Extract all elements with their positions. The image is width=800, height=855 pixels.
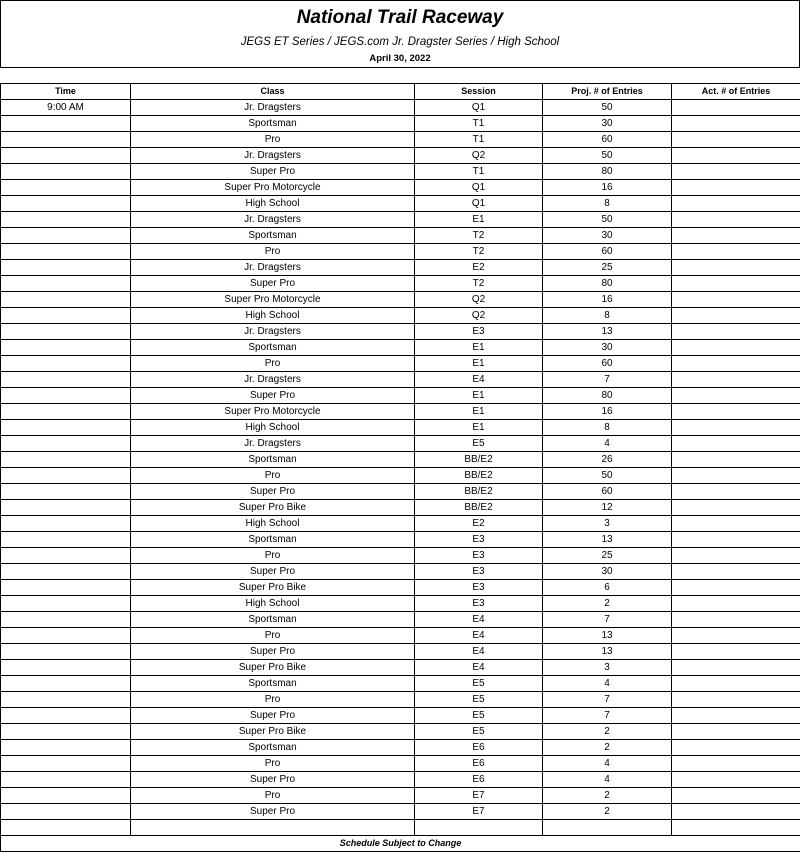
class-cell: Super Pro Motorcycle [131, 292, 415, 308]
session-cell: E7 [415, 788, 543, 804]
class-cell: Jr. Dragsters [131, 212, 415, 228]
table-row [1, 132, 800, 148]
projected-entries-cell: 30 [543, 228, 672, 244]
time-cell [1, 484, 131, 500]
table-header-row [1, 84, 800, 100]
actual-entries-cell [672, 260, 800, 276]
class-cell: Sportsman [131, 452, 415, 468]
time-cell [1, 820, 131, 836]
column-header-actual-entries: Act. # of Entries [672, 84, 800, 100]
table-row [1, 580, 800, 596]
class-cell: Super Pro [131, 164, 415, 180]
actual-entries-cell [672, 276, 800, 292]
actual-entries-cell [672, 580, 800, 596]
class-cell: Pro [131, 548, 415, 564]
class-cell: Super Pro Bike [131, 500, 415, 516]
session-cell: E1 [415, 356, 543, 372]
series-subtitle: JEGS ET Series / JEGS.com Jr. Dragster Series / High School [240, 36, 560, 48]
session-cell: E5 [415, 676, 543, 692]
actual-entries-cell [672, 692, 800, 708]
table-row [1, 612, 800, 628]
time-cell [1, 756, 131, 772]
time-cell [1, 420, 131, 436]
class-cell: Super Pro [131, 484, 415, 500]
class-cell: Super Pro [131, 388, 415, 404]
projected-entries-cell: 16 [543, 292, 672, 308]
session-cell: E3 [415, 324, 543, 340]
projected-entries-cell: 16 [543, 404, 672, 420]
table-row [1, 596, 800, 612]
actual-entries-cell [672, 388, 800, 404]
class-cell: Super Pro Bike [131, 724, 415, 740]
actual-entries-cell [672, 356, 800, 372]
session-cell: T2 [415, 228, 543, 244]
actual-entries-cell [672, 228, 800, 244]
actual-entries-cell [672, 628, 800, 644]
table-row [1, 244, 800, 260]
class-cell: Sportsman [131, 532, 415, 548]
time-cell [1, 372, 131, 388]
class-cell [131, 820, 415, 836]
projected-entries-cell: 13 [543, 644, 672, 660]
projected-entries-cell: 2 [543, 788, 672, 804]
time-cell [1, 772, 131, 788]
actual-entries-cell [672, 212, 800, 228]
time-cell [1, 180, 131, 196]
projected-entries-cell: 80 [543, 388, 672, 404]
table-row [1, 180, 800, 196]
event-header [0, 0, 800, 68]
page-title: National Trail Raceway [296, 7, 504, 28]
projected-entries-cell: 2 [543, 596, 672, 612]
class-cell: High School [131, 196, 415, 212]
class-cell: Super Pro Motorcycle [131, 404, 415, 420]
projected-entries-cell: 7 [543, 692, 672, 708]
class-cell: High School [131, 308, 415, 324]
projected-entries-cell: 4 [543, 756, 672, 772]
time-cell [1, 788, 131, 804]
actual-entries-cell [672, 468, 800, 484]
class-cell: Super Pro Bike [131, 580, 415, 596]
table-row [1, 452, 800, 468]
projected-entries-cell: 4 [543, 436, 672, 452]
actual-entries-cell [672, 132, 800, 148]
session-cell: BB/E2 [415, 484, 543, 500]
session-cell: E4 [415, 628, 543, 644]
actual-entries-cell [672, 308, 800, 324]
projected-entries-cell: 60 [543, 484, 672, 500]
table-row [1, 740, 800, 756]
projected-entries-cell: 3 [543, 660, 672, 676]
class-cell: High School [131, 420, 415, 436]
session-cell [415, 820, 543, 836]
time-cell [1, 244, 131, 260]
time-cell [1, 580, 131, 596]
time-cell [1, 596, 131, 612]
projected-entries-cell: 7 [543, 612, 672, 628]
time-cell [1, 324, 131, 340]
projected-entries-cell: 2 [543, 724, 672, 740]
session-cell: T1 [415, 164, 543, 180]
class-cell: Super Pro [131, 644, 415, 660]
table-row [1, 276, 800, 292]
table-row [1, 388, 800, 404]
class-cell: Super Pro [131, 708, 415, 724]
projected-entries-cell: 7 [543, 708, 672, 724]
time-cell [1, 292, 131, 308]
session-cell: BB/E2 [415, 468, 543, 484]
projected-entries-cell: 50 [543, 212, 672, 228]
event-date: April 30, 2022 [369, 53, 431, 64]
actual-entries-cell [672, 340, 800, 356]
actual-entries-cell [672, 244, 800, 260]
table-row [1, 692, 800, 708]
table-row [1, 260, 800, 276]
projected-entries-cell: 26 [543, 452, 672, 468]
actual-entries-cell [672, 660, 800, 676]
class-cell: Pro [131, 132, 415, 148]
projected-entries-cell: 8 [543, 308, 672, 324]
class-cell: Pro [131, 788, 415, 804]
table-row [1, 148, 800, 164]
table-row [1, 564, 800, 580]
class-cell: Jr. Dragsters [131, 372, 415, 388]
session-cell: E5 [415, 708, 543, 724]
time-cell [1, 468, 131, 484]
projected-entries-cell: 16 [543, 180, 672, 196]
actual-entries-cell [672, 724, 800, 740]
session-cell: E5 [415, 692, 543, 708]
session-cell: E6 [415, 772, 543, 788]
actual-entries-cell [672, 612, 800, 628]
session-cell: E3 [415, 564, 543, 580]
actual-entries-cell [672, 484, 800, 500]
table-row [1, 500, 800, 516]
session-cell: E4 [415, 612, 543, 628]
session-cell: E4 [415, 660, 543, 676]
session-cell: E6 [415, 756, 543, 772]
table-row [1, 292, 800, 308]
class-cell: Super Pro [131, 804, 415, 820]
projected-entries-cell: 8 [543, 420, 672, 436]
table-row [1, 484, 800, 500]
session-cell: E5 [415, 436, 543, 452]
table-row [1, 804, 800, 820]
actual-entries-cell [672, 516, 800, 532]
table-row [1, 516, 800, 532]
column-header-class: Class [131, 84, 415, 100]
actual-entries-cell [672, 820, 800, 836]
projected-entries-cell: 7 [543, 372, 672, 388]
session-cell: E1 [415, 340, 543, 356]
class-cell: Sportsman [131, 612, 415, 628]
class-cell: Jr. Dragsters [131, 100, 415, 116]
actual-entries-cell [672, 532, 800, 548]
projected-entries-cell: 2 [543, 804, 672, 820]
actual-entries-cell [672, 756, 800, 772]
session-cell: BB/E2 [415, 500, 543, 516]
actual-entries-cell [672, 452, 800, 468]
class-cell: Sportsman [131, 340, 415, 356]
class-cell: Sportsman [131, 740, 415, 756]
class-cell: High School [131, 596, 415, 612]
projected-entries-cell: 30 [543, 564, 672, 580]
class-cell: Jr. Dragsters [131, 260, 415, 276]
table-row [1, 340, 800, 356]
time-cell [1, 500, 131, 516]
table-row [1, 756, 800, 772]
class-cell: Pro [131, 628, 415, 644]
time-cell [1, 116, 131, 132]
projected-entries-cell [543, 820, 672, 836]
session-cell: Q1 [415, 180, 543, 196]
table-row [1, 548, 800, 564]
time-cell [1, 164, 131, 180]
actual-entries-cell [672, 164, 800, 180]
session-cell: E4 [415, 644, 543, 660]
session-cell: E3 [415, 548, 543, 564]
table-row [1, 196, 800, 212]
actual-entries-cell [672, 596, 800, 612]
session-cell: E5 [415, 724, 543, 740]
actual-entries-cell [672, 292, 800, 308]
table-row [1, 116, 800, 132]
class-cell: Super Pro [131, 276, 415, 292]
class-cell: Super Pro Motorcycle [131, 180, 415, 196]
time-cell [1, 132, 131, 148]
time-cell [1, 644, 131, 660]
time-cell [1, 340, 131, 356]
class-cell: Pro [131, 356, 415, 372]
time-cell [1, 676, 131, 692]
time-cell [1, 148, 131, 164]
table-row [1, 324, 800, 340]
table-row [1, 772, 800, 788]
time-cell [1, 436, 131, 452]
time-cell [1, 724, 131, 740]
table-row [1, 308, 800, 324]
time-cell: 9:00 AM [1, 100, 131, 116]
projected-entries-cell: 2 [543, 740, 672, 756]
column-header-session: Session [415, 84, 543, 100]
table-row [1, 788, 800, 804]
table-row [1, 708, 800, 724]
time-cell [1, 548, 131, 564]
projected-entries-cell: 60 [543, 132, 672, 148]
time-cell [1, 356, 131, 372]
session-cell: E3 [415, 532, 543, 548]
time-cell [1, 308, 131, 324]
actual-entries-cell [672, 788, 800, 804]
time-cell [1, 196, 131, 212]
actual-entries-cell [672, 500, 800, 516]
table-row [1, 420, 800, 436]
time-cell [1, 804, 131, 820]
session-cell: E1 [415, 388, 543, 404]
session-cell: E2 [415, 516, 543, 532]
session-cell: Q2 [415, 148, 543, 164]
projected-entries-cell: 13 [543, 628, 672, 644]
table-row [1, 164, 800, 180]
table-row [1, 228, 800, 244]
actual-entries-cell [672, 180, 800, 196]
actual-entries-cell [672, 772, 800, 788]
session-cell: BB/E2 [415, 452, 543, 468]
projected-entries-cell: 25 [543, 260, 672, 276]
projected-entries-cell: 25 [543, 548, 672, 564]
table-row [1, 372, 800, 388]
actual-entries-cell [672, 676, 800, 692]
class-cell: Super Pro Bike [131, 660, 415, 676]
session-cell: T2 [415, 276, 543, 292]
actual-entries-cell [672, 804, 800, 820]
time-cell [1, 532, 131, 548]
actual-entries-cell [672, 404, 800, 420]
schedule-body [1, 100, 800, 836]
projected-entries-cell: 50 [543, 148, 672, 164]
session-cell: E1 [415, 404, 543, 420]
session-cell: T1 [415, 132, 543, 148]
time-cell [1, 660, 131, 676]
projected-entries-cell: 4 [543, 772, 672, 788]
footer-row [1, 836, 800, 852]
time-cell [1, 228, 131, 244]
projected-entries-cell: 50 [543, 100, 672, 116]
session-cell: E2 [415, 260, 543, 276]
time-cell [1, 708, 131, 724]
column-header-projected-entries: Proj. # of Entries [543, 84, 672, 100]
session-cell: Q2 [415, 292, 543, 308]
actual-entries-cell [672, 196, 800, 212]
projected-entries-cell: 60 [543, 244, 672, 260]
actual-entries-cell [672, 436, 800, 452]
time-cell [1, 452, 131, 468]
actual-entries-cell [672, 644, 800, 660]
actual-entries-cell [672, 564, 800, 580]
time-cell [1, 564, 131, 580]
class-cell: Jr. Dragsters [131, 324, 415, 340]
session-cell: E3 [415, 580, 543, 596]
time-cell [1, 628, 131, 644]
actual-entries-cell [672, 420, 800, 436]
projected-entries-cell: 6 [543, 580, 672, 596]
projected-entries-cell: 30 [543, 116, 672, 132]
time-cell [1, 212, 131, 228]
table-row [1, 660, 800, 676]
table-row [1, 100, 800, 116]
class-cell: Pro [131, 756, 415, 772]
actual-entries-cell [672, 116, 800, 132]
table-row [1, 676, 800, 692]
projected-entries-cell: 60 [543, 356, 672, 372]
schedule-table [0, 83, 800, 852]
projected-entries-cell: 8 [543, 196, 672, 212]
time-cell [1, 388, 131, 404]
projected-entries-cell: 12 [543, 500, 672, 516]
actual-entries-cell [672, 100, 800, 116]
table-row [1, 212, 800, 228]
time-cell [1, 260, 131, 276]
actual-entries-cell [672, 372, 800, 388]
table-row [1, 404, 800, 420]
time-cell [1, 740, 131, 756]
projected-entries-cell: 50 [543, 468, 672, 484]
table-row [1, 644, 800, 660]
session-cell: E1 [415, 420, 543, 436]
column-header-time: Time [1, 84, 131, 100]
session-cell: E1 [415, 212, 543, 228]
class-cell: Pro [131, 244, 415, 260]
table-row [1, 532, 800, 548]
table-row [1, 436, 800, 452]
session-cell: T2 [415, 244, 543, 260]
actual-entries-cell [672, 548, 800, 564]
projected-entries-cell: 4 [543, 676, 672, 692]
projected-entries-cell: 80 [543, 164, 672, 180]
time-cell [1, 276, 131, 292]
table-row [1, 356, 800, 372]
projected-entries-cell: 13 [543, 532, 672, 548]
time-cell [1, 692, 131, 708]
session-cell: E7 [415, 804, 543, 820]
class-cell: Jr. Dragsters [131, 436, 415, 452]
session-cell: E6 [415, 740, 543, 756]
class-cell: Pro [131, 468, 415, 484]
table-row [1, 724, 800, 740]
table-row [1, 468, 800, 484]
class-cell: Sportsman [131, 676, 415, 692]
actual-entries-cell [672, 708, 800, 724]
class-cell: Super Pro [131, 564, 415, 580]
class-cell: Super Pro [131, 772, 415, 788]
time-cell [1, 404, 131, 420]
projected-entries-cell: 30 [543, 340, 672, 356]
schedule-note: Schedule Subject to Change [1, 836, 800, 852]
class-cell: Sportsman [131, 116, 415, 132]
projected-entries-cell: 80 [543, 276, 672, 292]
class-cell: High School [131, 516, 415, 532]
class-cell: Jr. Dragsters [131, 148, 415, 164]
table-row [1, 628, 800, 644]
session-cell: E4 [415, 372, 543, 388]
class-cell: Pro [131, 692, 415, 708]
actual-entries-cell [672, 148, 800, 164]
projected-entries-cell: 13 [543, 324, 672, 340]
projected-entries-cell: 3 [543, 516, 672, 532]
actual-entries-cell [672, 740, 800, 756]
session-cell: Q2 [415, 308, 543, 324]
session-cell: Q1 [415, 100, 543, 116]
table-row [1, 820, 800, 836]
session-cell: Q1 [415, 196, 543, 212]
time-cell [1, 516, 131, 532]
session-cell: E3 [415, 596, 543, 612]
time-cell [1, 612, 131, 628]
class-cell: Sportsman [131, 228, 415, 244]
actual-entries-cell [672, 324, 800, 340]
session-cell: T1 [415, 116, 543, 132]
